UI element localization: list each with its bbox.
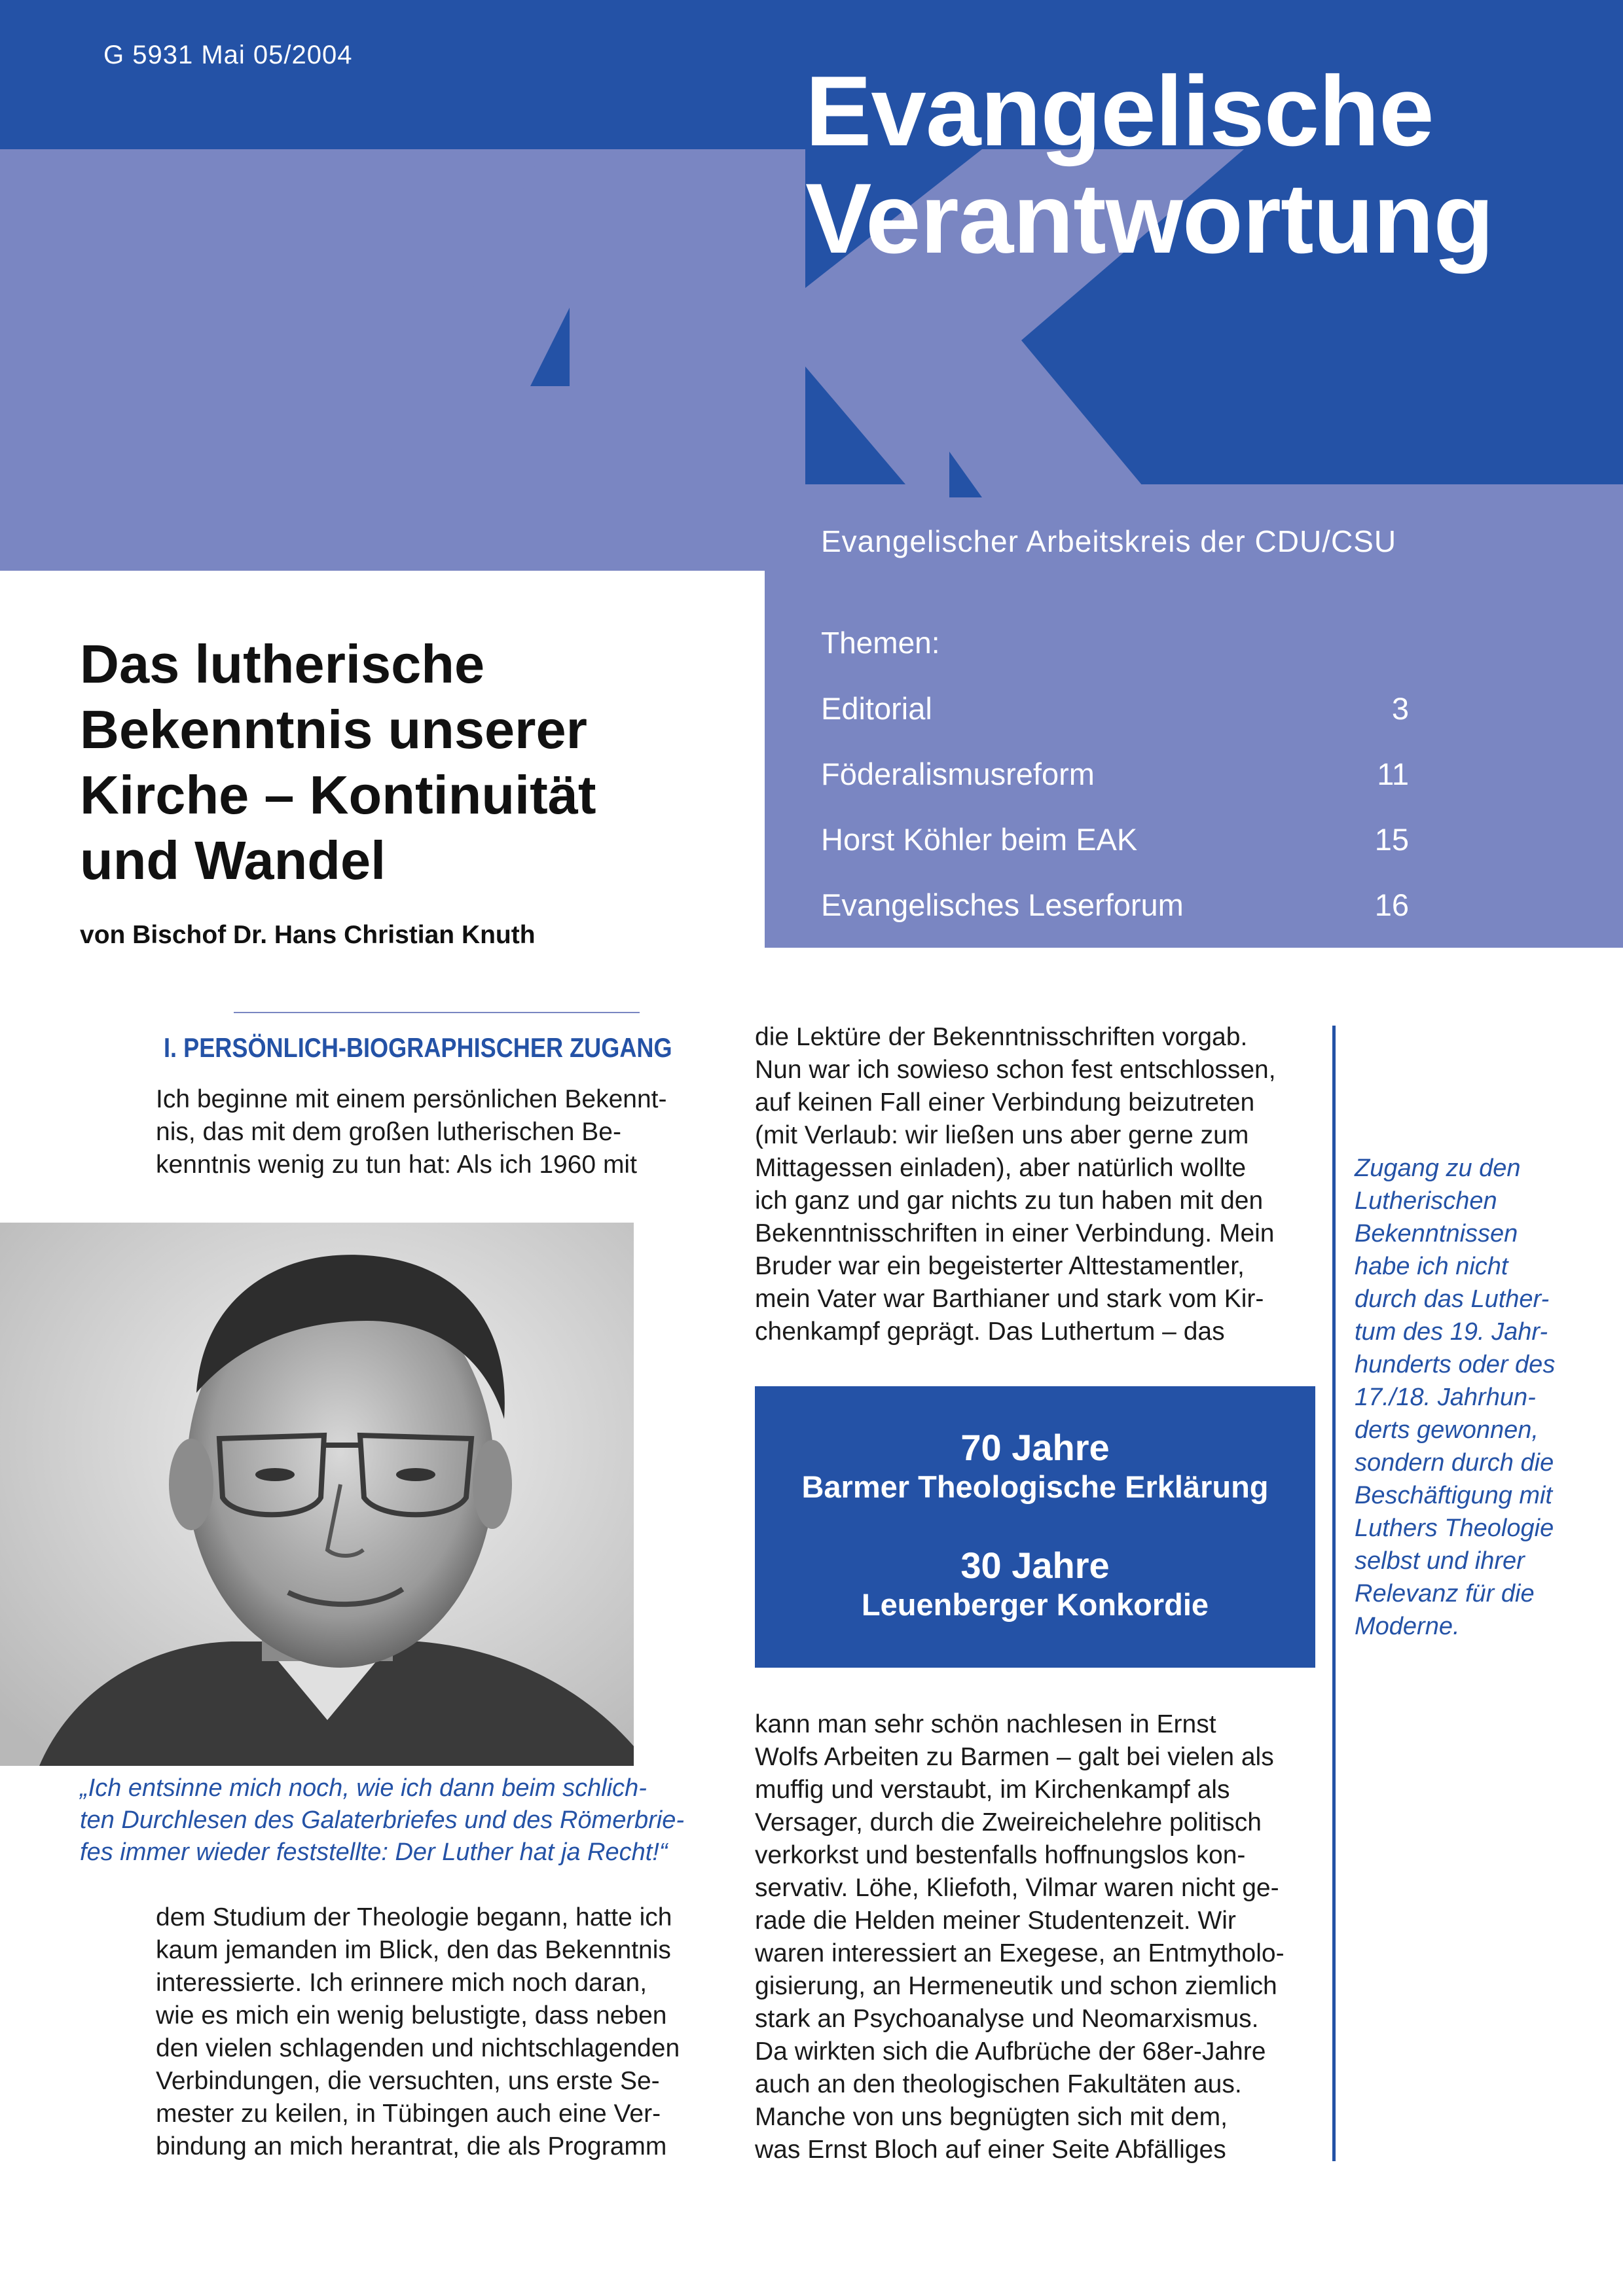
pull-quote-line: sondern durch die — [1355, 1449, 1554, 1477]
text-line: Manche von uns begnügten sich mit dem, — [755, 2103, 1228, 2131]
eak-logo-e — [111, 149, 354, 497]
toc-item-label: Föderalismusreform — [821, 757, 1095, 791]
section-divider — [234, 1012, 640, 1013]
text-line: Da wirkten sich die Aufbrüche der 68er-Jahre — [755, 2037, 1266, 2066]
anniversary-title-1: Barmer Theologische Erklärung — [801, 1469, 1269, 1504]
toc-item-page: 3 — [1391, 691, 1409, 726]
toc-item-label: Editorial — [821, 691, 932, 726]
author-portrait-photo — [0, 1223, 634, 1766]
organization-name: Evangelischer Arbeitskreis der CDU/CSU — [821, 524, 1397, 558]
toc-item-page: 15 — [1374, 822, 1409, 857]
text-line: kann man sehr schön nachlesen in Ernst — [755, 1710, 1216, 1738]
caption-line: „Ich entsinne mich noch, wie ich dann beim schlich- — [80, 1774, 647, 1802]
magazine-title-line1: Evangelische — [805, 56, 1434, 167]
text-line: kaum jemanden im Blick, den das Bekenntnis — [156, 1936, 671, 1964]
headline-line: Kirche – Kontinuität — [80, 764, 596, 825]
text-line: stark an Psychoanalyse und Neomarxismus. — [755, 2005, 1259, 2033]
pull-quote-line: Relevanz für die — [1355, 1580, 1535, 1607]
text-line: Ich beginne mit einem persönlichen Bekennt- — [156, 1085, 667, 1113]
text-line: dem Studium der Theologie begann, hatte ich — [156, 1903, 672, 1931]
text-line: Mittagessen einladen), aber natürlich wollte — [755, 1154, 1247, 1182]
caption-line: fes immer wieder feststellte: Der Luther hat ja Recht!“ — [80, 1839, 668, 1866]
section-heading: I. PERSÖNLICH-BIOGRAPHISCHER ZUGANG — [164, 1032, 672, 1063]
text-line: servativ. Löhe, Kliefoth, Vilmar waren nicht ge- — [755, 1874, 1279, 1902]
headline-line: und Wandel — [80, 830, 386, 891]
toc-heading: Themen: — [821, 626, 940, 660]
toc-item-page: 11 — [1377, 757, 1409, 791]
anniversary-title-2: Leuenberger Konkordie — [861, 1587, 1209, 1622]
pull-quote-line: 17./18. Jahrhun- — [1355, 1384, 1536, 1411]
magazine-title — [805, 58, 1493, 272]
column2-bottom-text — [755, 1708, 1285, 2166]
pull-quote-rule — [1332, 1026, 1336, 2161]
pull-quote-line: Lutherischen — [1355, 1187, 1497, 1215]
headline-line: Bekenntnis unserer — [80, 699, 587, 760]
toc-item — [821, 821, 1409, 857]
text-line: muffig und verstaubt, im Kirchenkampf als — [755, 1776, 1230, 1804]
text-line: verkorkst und bestenfalls hoffnungslos kon- — [755, 1841, 1246, 1869]
anniversary-years-1: 70 Jahre — [960, 1427, 1110, 1468]
column1-bottom-text — [156, 1901, 680, 2163]
portrait-image — [0, 1223, 634, 1766]
photo-caption — [80, 1772, 684, 1869]
toc-item-page: 16 — [1374, 888, 1409, 922]
pull-quote-line: hunderts oder des — [1355, 1351, 1556, 1378]
pull-quote-line: habe ich nicht — [1355, 1253, 1508, 1280]
text-line: nis, das mit dem großen lutherischen Be- — [156, 1118, 621, 1146]
text-line: den vielen schlagenden und nichtschlagenden — [156, 2034, 680, 2062]
pull-quote-line: Zugang zu den — [1355, 1155, 1521, 1182]
text-line: gisierung, an Hermeneutik und schon ziemlich — [755, 1972, 1277, 2000]
issue-number: G 5931 Mai 05/2004 — [103, 41, 353, 69]
headline-line: Das lutherische — [80, 634, 485, 694]
text-line: auf keinen Fall einer Verbindung beizutreten — [755, 1088, 1255, 1117]
toc-item-label: Evangelisches Leserforum — [821, 888, 1184, 922]
text-line: waren interessiert an Exegese, an Entmytholo- — [755, 1939, 1285, 1967]
text-line: Nun war ich sowieso schon fest entschlossen, — [755, 1056, 1276, 1084]
text-line: Wolfs Arbeiten zu Barmen – galt bei vielen als — [755, 1743, 1274, 1771]
text-line: Verbindungen, die versuchten, uns erste Se- — [156, 2067, 660, 2095]
pull-quote-line: derts gewonnen, — [1355, 1416, 1539, 1444]
article-headline — [80, 632, 748, 893]
text-line: mester zu keilen, in Tübingen auch eine Ver- — [156, 2100, 661, 2128]
column1-top-text — [156, 1083, 666, 1181]
text-line: bindung an mich herantrat, die als Programm — [156, 2132, 667, 2161]
text-line: interessierte. Ich erinnere mich noch daran, — [156, 1969, 647, 1997]
column2-top-text — [755, 1021, 1276, 1348]
text-line: wie es mich ein wenig belustigte, dass neben — [156, 2001, 667, 2030]
pull-quote-line: durch das Luther- — [1355, 1285, 1550, 1313]
caption-line: ten Durchlesen des Galaterbriefes und des Römerbrie- — [80, 1806, 685, 1834]
text-line: auch an den theologischen Fakultäten aus. — [755, 2070, 1242, 2098]
pull-quote-line: Bekenntnissen — [1355, 1220, 1518, 1247]
pull-quote-line: selbst und ihrer — [1355, 1547, 1525, 1575]
text-line: chenkampf geprägt. Das Luthertum – das — [755, 1318, 1225, 1346]
article-byline: von Bischof Dr. Hans Christian Knuth — [80, 921, 536, 949]
text-line: Versager, durch die Zweireichelehre politisch — [755, 1808, 1262, 1837]
pull-quote-line: Luthers Theologie — [1355, 1515, 1554, 1542]
pull-quote — [1355, 1152, 1555, 1643]
toc-item — [821, 887, 1409, 923]
anniversary-years-2: 30 Jahre — [960, 1545, 1110, 1586]
pull-quote-line: Beschäftigung mit — [1355, 1482, 1553, 1509]
toc-item-label: Horst Köhler beim EAK — [821, 822, 1138, 857]
pull-quote-line: tum des 19. Jahr- — [1355, 1318, 1548, 1346]
eak-logo-a — [367, 149, 681, 497]
text-line: kenntnis wenig zu tun hat: Als ich 1960 mit — [156, 1151, 637, 1179]
text-line: was Ernst Bloch auf einer Seite Abfälliges — [755, 2136, 1226, 2164]
anniversary-box — [755, 1386, 1315, 1668]
text-line: ich ganz und gar nichts zu tun haben mit den — [755, 1187, 1264, 1215]
text-line: Bruder war ein begeisterter Alttestamentler, — [755, 1252, 1245, 1280]
text-line: (mit Verlaub: wir ließen uns aber gerne zum — [755, 1121, 1249, 1149]
pull-quote-line: Moderne. — [1355, 1613, 1460, 1640]
text-line: die Lektüre der Bekenntnisschriften vorgab. — [755, 1023, 1248, 1051]
text-line: rade die Helden meiner Studentenzeit. Wir — [755, 1907, 1236, 1935]
text-line: mein Vater war Barthianer und stark vom Kir- — [755, 1285, 1264, 1313]
toc-item — [821, 691, 1409, 726]
toc-item — [821, 756, 1409, 792]
text-line: Bekenntnisschriften in einer Verbindung. Mein — [755, 1219, 1275, 1247]
magazine-title-line2: Verantwortung — [805, 163, 1494, 274]
